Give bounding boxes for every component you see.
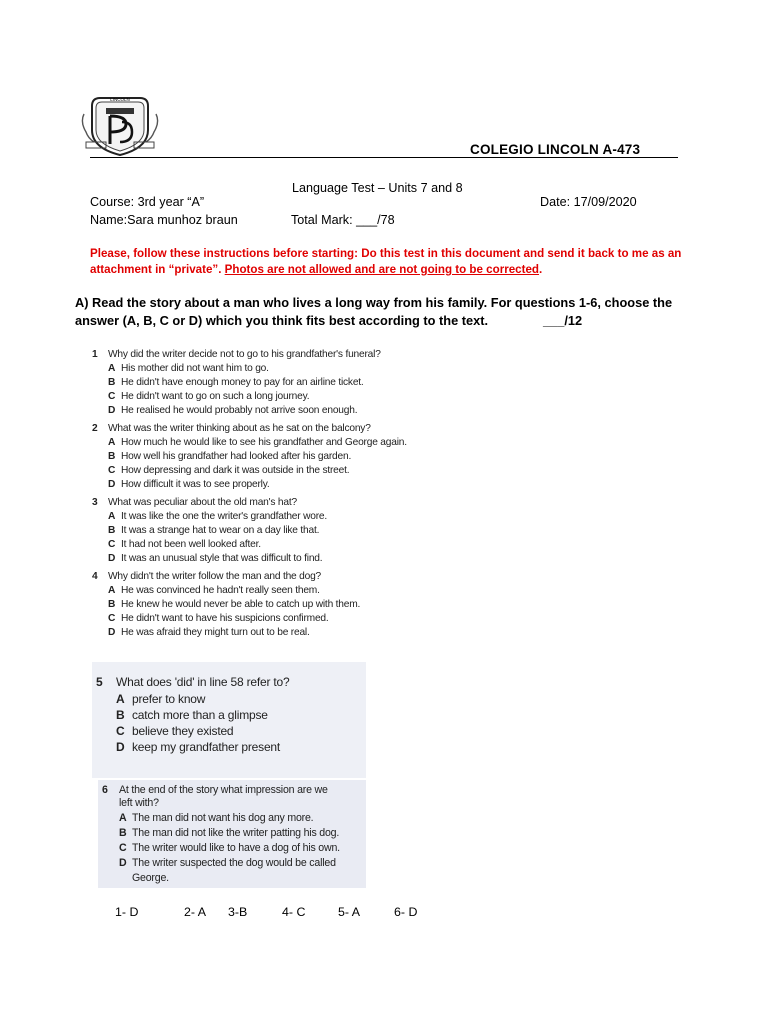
date-label: Date: 17/09/2020 xyxy=(540,195,637,209)
school-logo xyxy=(80,92,160,158)
question-4-option-b[interactable]: B He knew he would never be able to catch up with them. xyxy=(108,599,361,610)
question-6-line2: left with? xyxy=(119,797,159,809)
question-3-option-a[interactable]: A It was like the one the writer's grandfather wore. xyxy=(108,511,327,522)
answer-5: 5- A xyxy=(338,905,361,919)
question-2-option-d[interactable]: D How difficult it was to see properly. xyxy=(108,479,270,490)
student-name: Name:Sara munhoz braun xyxy=(90,213,238,227)
question-5-option-d[interactable]: D keep my grandfather present xyxy=(116,740,281,754)
question-3-option-d[interactable]: D It was an unusual style that was difficult to find. xyxy=(108,553,323,564)
course-label: Course: 3rd year “A” xyxy=(90,195,205,209)
section-a-line1: A) Read the story about a man who lives a long way from his family. For questions 1-6, choose the xyxy=(75,295,673,310)
question-4-option-a[interactable]: A He was convinced he hadn't really seen them. xyxy=(108,585,320,596)
question-3-option-b[interactable]: B It was a strange hat to wear on a day like that. xyxy=(108,525,320,536)
question-1: 1 Why did the writer decide not to go to his grandfather's funeral? xyxy=(92,349,381,360)
section-a-line2: answer (A, B, C or D) which you think fits best according to the text. ___/12 xyxy=(75,313,583,328)
instructions xyxy=(90,246,690,278)
question-3: 3 What was peculiar about the old man's hat? xyxy=(92,497,297,508)
lincoln-crest-icon xyxy=(80,92,160,158)
total-mark: Total Mark: ___/78 xyxy=(291,213,395,227)
header-divider xyxy=(90,157,678,158)
section-a-heading xyxy=(75,294,695,330)
answer-1: 1- D xyxy=(115,905,139,919)
section-a-score: ___/12 xyxy=(543,313,583,328)
question-2: 2 What was the writer thinking about as he sat on the balcony? xyxy=(92,423,371,434)
logo-text: LINCOLN xyxy=(110,97,130,102)
question-5-option-b[interactable]: B catch more than a glimpse xyxy=(116,708,268,722)
question-3-option-c[interactable]: C It had not been well looked after. xyxy=(108,539,261,550)
question-6-option-a[interactable]: A The man did not want his dog any more. xyxy=(119,812,314,824)
question-6-option-d-line2: George. xyxy=(132,872,169,884)
question-2-option-c[interactable]: C How depressing and dark it was outside in the street. xyxy=(108,465,350,476)
instructions-end: . xyxy=(539,263,543,276)
question-1-option-c[interactable]: C He didn't want to go on such a long journey. xyxy=(108,391,310,402)
answer-4: 4- C xyxy=(282,905,306,919)
question-6-option-b[interactable]: B The man did not like the writer patting his dog. xyxy=(119,827,340,839)
test-title: Language Test – Units 7 and 8 xyxy=(292,181,463,195)
question-5: 5 What does 'did' in line 58 refer to? xyxy=(96,675,290,689)
question-5-option-a[interactable]: A prefer to know xyxy=(116,692,206,706)
answer-6: 6- D xyxy=(394,905,418,919)
question-4: 4 Why didn't the writer follow the man and the dog? xyxy=(92,571,321,582)
answer-2: 2- A xyxy=(184,905,207,919)
question-2-option-a[interactable]: A How much he would like to see his grandfather and George again. xyxy=(108,437,407,448)
question-5-option-c[interactable]: C believe they existed xyxy=(116,724,234,738)
question-6-option-d[interactable]: D The writer suspected the dog would be called xyxy=(119,857,336,869)
school-name: COLEGIO LINCOLN A-473 xyxy=(470,142,641,157)
question-1-option-b[interactable]: B He didn't have enough money to pay for an airline ticket. xyxy=(108,377,364,388)
question-4-option-c[interactable]: C He didn't want to have his suspicions confirmed. xyxy=(108,613,329,624)
question-2-option-b[interactable]: B How well his grandfather had looked after his garden. xyxy=(108,451,352,462)
question-6-option-c[interactable]: C The writer would like to have a dog of his own. xyxy=(119,842,340,854)
question-1-option-d[interactable]: D He realised he would probably not arrive soon enough. xyxy=(108,405,358,416)
instructions-warning: Photos are not allowed and are not going to be corrected xyxy=(224,263,540,276)
question-6: 6 At the end of the story what impression are we xyxy=(102,784,328,796)
answer-3: 3-B xyxy=(228,905,248,919)
instructions-text: Please, follow these instructions before starting: Do this test in this document and send it back to me as an attachment in “private”. xyxy=(90,247,682,276)
question-4-option-d[interactable]: D He was afraid they might turn out to be real. xyxy=(108,627,310,638)
question-1-option-a[interactable]: A His mother did not want him to go. xyxy=(108,363,269,374)
